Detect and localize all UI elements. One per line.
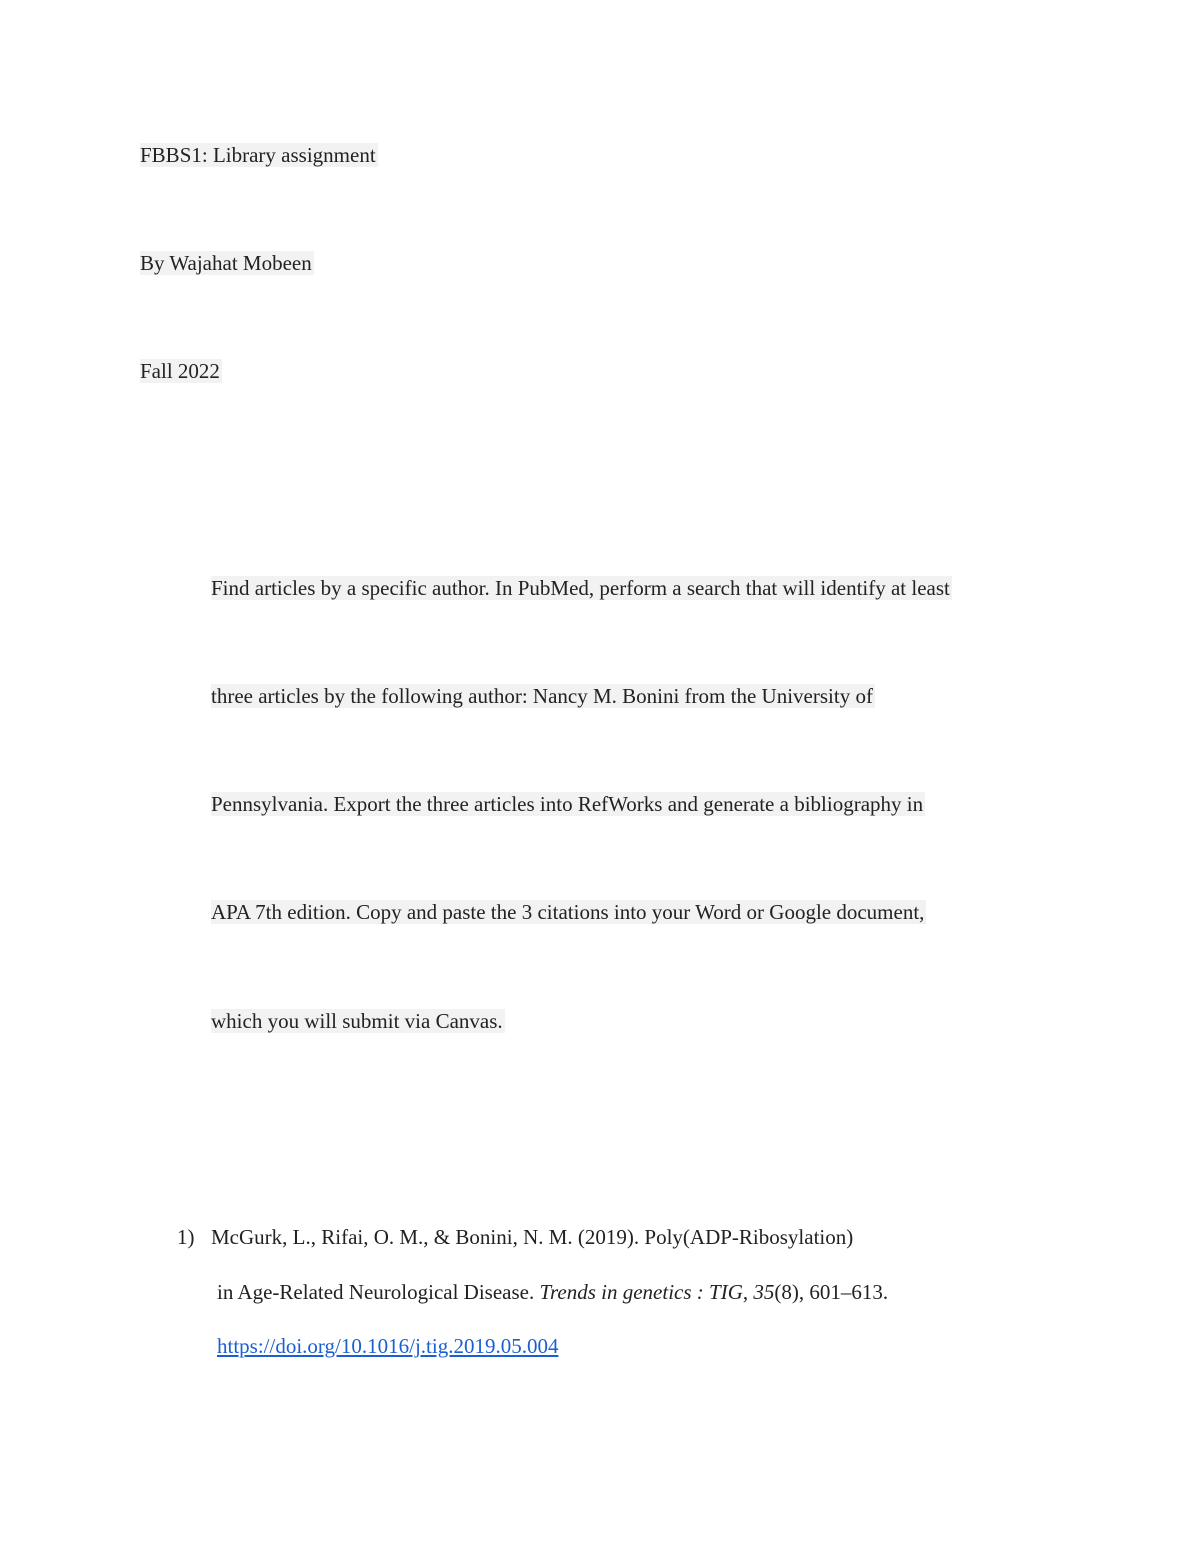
citation-line-source [217, 1277, 888, 1307]
citation-issue-pages: (8), 601–613. [774, 1280, 889, 1304]
instructions-line: Pennsylvania. Export the three articles into RefWorks and generate a bibliography in [211, 792, 924, 816]
instructions-line: which you will submit via Canvas. [211, 1009, 503, 1033]
citation-separator: , [742, 1280, 754, 1304]
instructions-line: APA 7th edition. Copy and paste the 3 citations into your Word or Google document, [211, 900, 925, 924]
citation-line-authors: McGurk, L., Rifai, O. M., & Bonini, N. M. (2019). Poly(ADP-Ribosylation) [211, 1225, 854, 1249]
doi-link[interactable]: https://doi.org/10.1016/j.tig.2019.05.004 [217, 1334, 559, 1358]
title-text: FBBS1: Library assignment [140, 143, 376, 167]
citation-number: 1) [177, 1225, 195, 1249]
citation-article-title: in Age-Related Neurological Disease. [217, 1280, 540, 1304]
instructions-line: Find articles by a specific author. In PubMed, perform a search that will identify at least [211, 576, 950, 600]
citation-journal: Trends in genetics : TIG [539, 1280, 743, 1304]
instructions-line: three articles by the following author: Nancy M. Bonini from the University of [211, 684, 873, 708]
document-author [140, 248, 314, 278]
document-term [140, 356, 222, 386]
citation-volume: 35 [753, 1280, 775, 1304]
citation-line-doi [217, 1331, 558, 1361]
term-text: Fall 2022 [140, 359, 220, 383]
author-text: By Wajahat Mobeen [140, 251, 312, 275]
document-title [140, 140, 378, 170]
